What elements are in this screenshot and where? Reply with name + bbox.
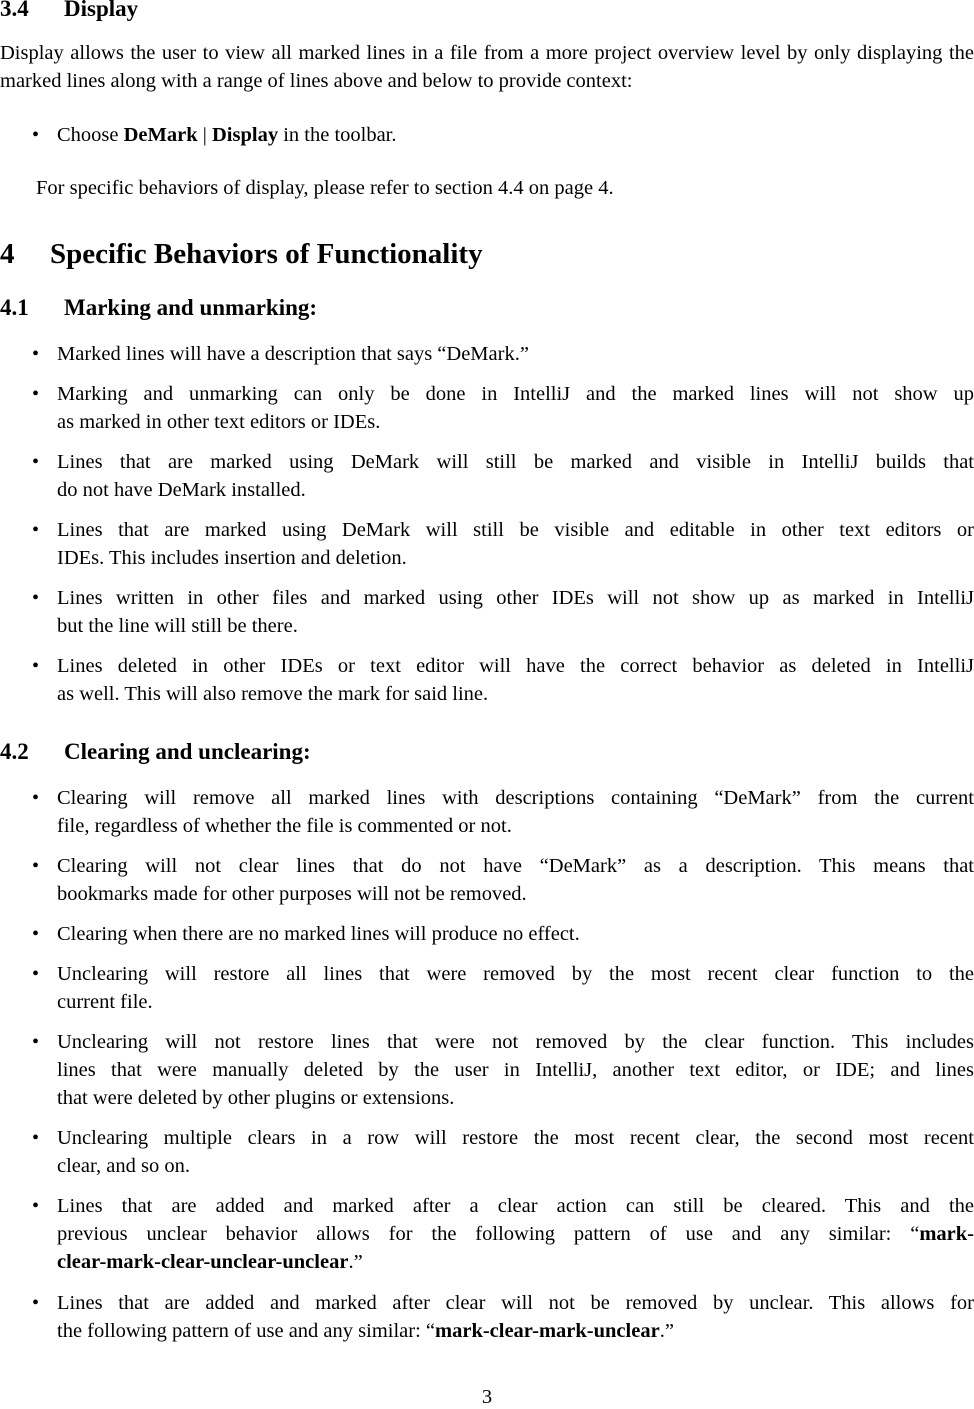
section-title: Clearing and unclearing:	[64, 739, 311, 764]
list-item: • Lines that are added and marked after a clear action can still be cleared. This and the previous unclear behavior allows for the following pattern of use and any similar: “mark- clear-mark-clear-unclear-unclear.”	[57, 1192, 974, 1276]
list-item: • Lines that are added and marked after clear will not be removed by unclear. This allows for the following pattern of use and any similar: “mark-clear-mark-unclear.”	[57, 1289, 974, 1345]
bullet-icon: •	[32, 855, 40, 877]
section-3-4-reference: For specific behaviors of display, please refer to section 4.4 on page 4.	[36, 177, 614, 199]
list-item: • Unclearing will not restore lines that were not removed by the clear function. This includes lines that were manually deleted by the user in IntelliJ, another text editor, or IDE; and lines that were deleted by other plugins or extensions.	[57, 1028, 974, 1112]
bullet-icon: •	[32, 787, 40, 809]
bullet-icon: •	[32, 519, 40, 541]
list-item: • Clearing will remove all marked lines with descriptions containing “DeMark” from the current file, regardless of whether the file is commented or not.	[57, 784, 974, 840]
bullet-icon: •	[32, 1292, 40, 1314]
bullet-icon: •	[32, 124, 40, 146]
bullet-icon: •	[32, 383, 40, 405]
section-4-2-heading	[0, 739, 311, 765]
item-text: Choose DeMark | Display in the toolbar.	[57, 124, 397, 146]
list-item	[32, 121, 974, 149]
pattern-text: mark-	[919, 1223, 974, 1245]
list-item: • Unclearing will restore all lines that were removed by the most recent clear function to the current file.	[57, 960, 974, 1016]
pattern-text: mark-clear-mark-unclear	[435, 1320, 660, 1342]
list-item: • Lines deleted in other IDEs or text editor will have the correct behavior as deleted in IntelliJ as well. This will also remove the mark for said line.	[57, 652, 974, 708]
list-item: • Clearing will not clear lines that do not have “DeMark” as a description. This means that bookmarks made for other purposes will not be removed.	[57, 852, 974, 908]
section-title: Display	[64, 0, 139, 21]
menu-item: Display	[212, 124, 279, 146]
bullet-icon: •	[32, 587, 40, 609]
section-4-heading	[0, 238, 483, 271]
bullet-icon: •	[32, 963, 40, 985]
section-3-4-intro: Display allows the user to view all marked lines in a file from a more project overview level by only displaying the marked lines along with a range of lines above and below to provide context:	[0, 42, 974, 92]
section-number: 3.4	[0, 0, 29, 21]
list-item: • Marked lines will have a description that says “DeMark.”	[57, 340, 974, 368]
list-item: • Marking and unmarking can only be done in IntelliJ and the marked lines will not show up as marked in other text editors or IDEs.	[57, 380, 974, 436]
section-number: 4.2	[0, 739, 29, 764]
section-4-1-heading	[0, 295, 317, 321]
bullet-icon: •	[32, 923, 40, 945]
bullet-icon: •	[32, 1031, 40, 1053]
section-title: Specific Behaviors of Functionality	[50, 238, 483, 270]
list-item: • Unclearing multiple clears in a row will restore the most recent clear, the second most recent clear, and so on.	[57, 1124, 974, 1180]
list-item: • Lines written in other files and marked using other IDEs will not show up as marked in IntelliJ but the line will still be there.	[57, 584, 974, 640]
section-number: 4.1	[0, 295, 29, 320]
section-3-4-heading	[0, 0, 138, 22]
section-title: Marking and unmarking:	[64, 295, 318, 320]
page-number: 3	[481, 1386, 493, 1408]
menu-name: DeMark	[123, 124, 198, 146]
pattern-text: clear-mark-clear-unclear-unclear	[57, 1251, 349, 1273]
list-item: • Clearing when there are no marked lines will produce no effect.	[57, 920, 974, 948]
bullet-icon: •	[32, 655, 40, 677]
bullet-icon: •	[32, 343, 40, 365]
list-item: • Lines that are marked using DeMark will still be marked and visible in IntelliJ builds that do not have DeMark installed.	[57, 448, 974, 504]
list-item: • Lines that are marked using DeMark will still be visible and editable in other text editors or IDEs. This includes insertion and deletion.	[57, 516, 974, 572]
section-number: 4	[0, 238, 15, 270]
bullet-icon: •	[32, 1127, 40, 1149]
bullet-icon: •	[32, 451, 40, 473]
bullet-icon: •	[32, 1195, 40, 1217]
